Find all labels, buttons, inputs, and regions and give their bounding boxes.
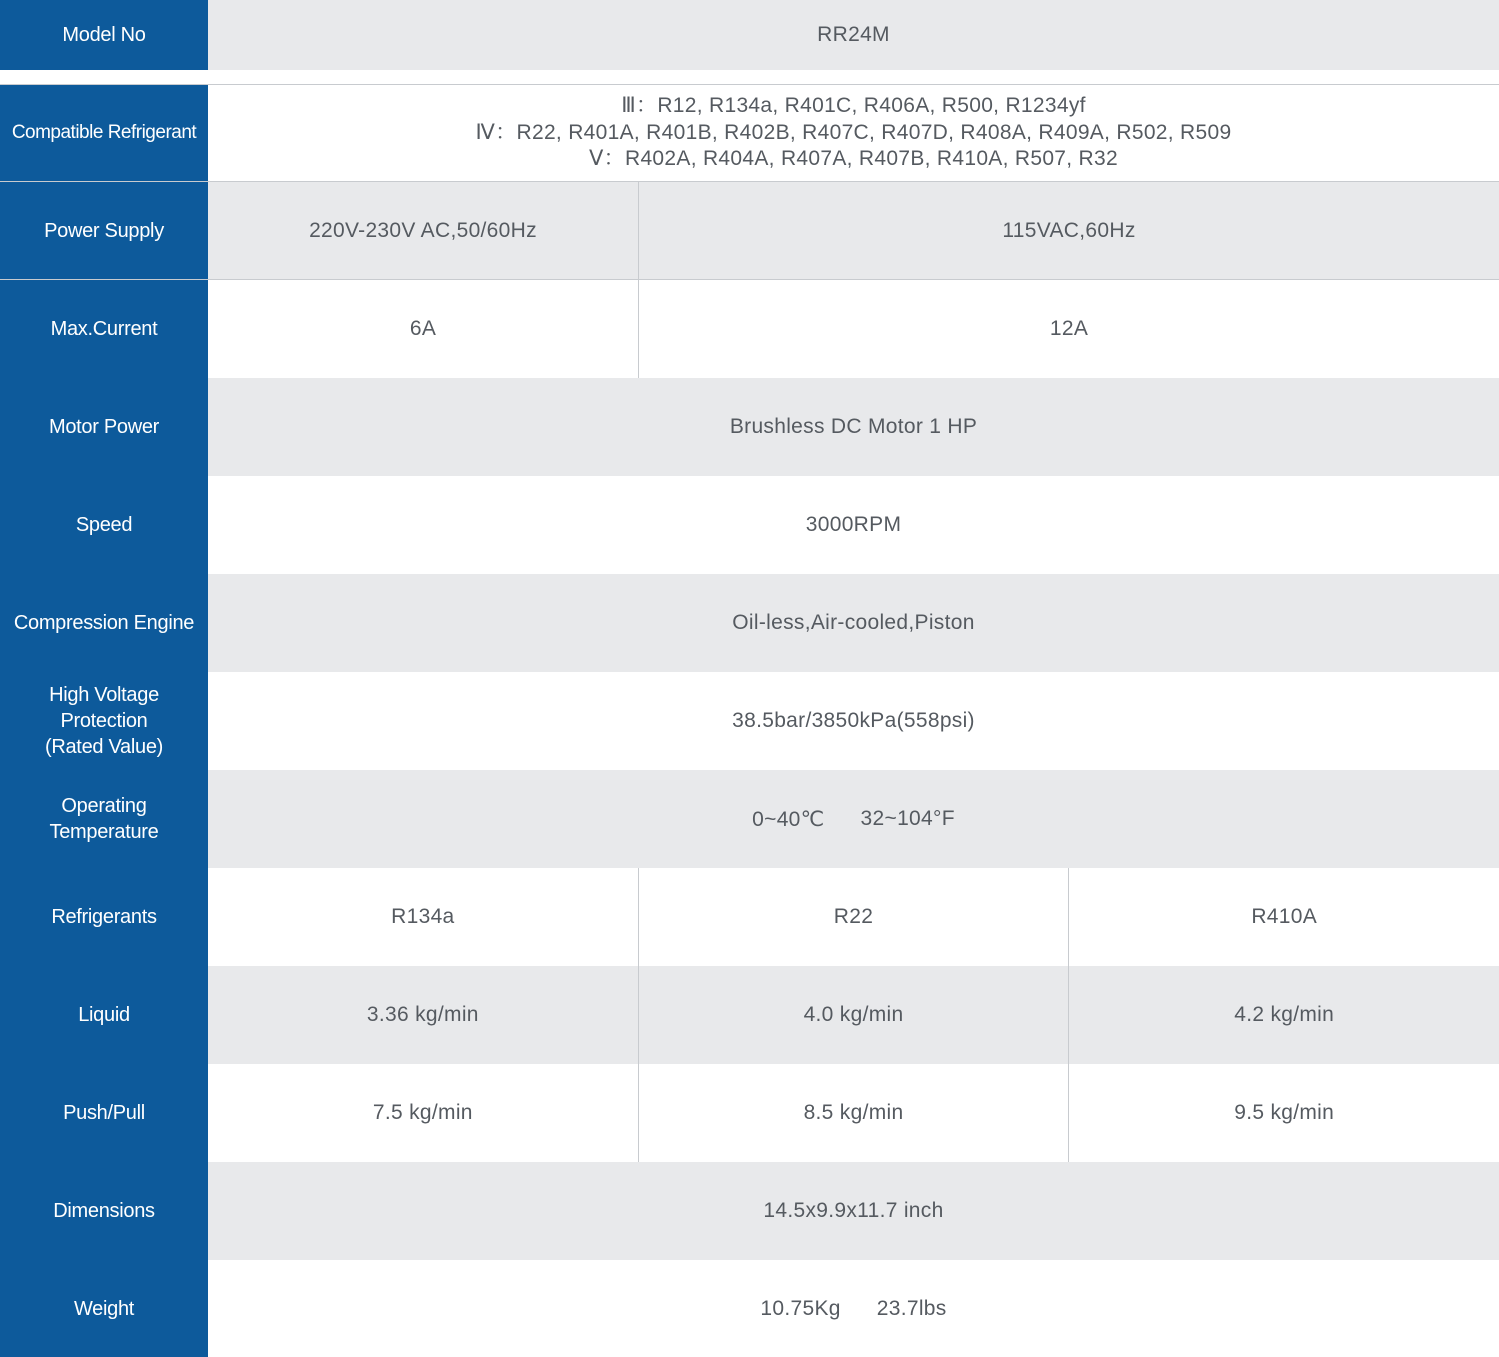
push-pull-rate: 8.5 kg/min: [638, 1064, 1069, 1162]
refrigerant-class-iii: Ⅲ：R12, R134a, R401C, R406A, R500, R1234yf: [621, 94, 1086, 118]
high-voltage-protection-value: 38.5bar/3850kPa(558psi): [732, 709, 975, 732]
row-liquid: [0, 966, 1499, 1065]
weight-kg: 10.75Kg: [760, 1296, 841, 1320]
speed-value: 3000RPM: [805, 513, 902, 536]
row-model-no: [0, 0, 1499, 70]
refrigerant-class-v: Ⅴ：R402A, R404A, R407A, R407B, R410A, R507, R32: [589, 147, 1118, 171]
row-label: Dimensions: [0, 1162, 208, 1260]
refrigerant-type: R410A: [1068, 868, 1499, 966]
motor-power-value: Brushless DC Motor 1 HP: [729, 415, 978, 438]
row-label: Power Supply: [0, 182, 208, 279]
row-label: Weight: [0, 1260, 208, 1357]
compression-engine-value: Oil-less,Air-cooled,Piston: [732, 611, 975, 634]
power-supply-value: 220V-230V AC,50/60Hz: [309, 218, 537, 242]
max-current-value: 6A: [409, 317, 437, 340]
row-label: Operating Temperature: [0, 770, 208, 868]
max-current-value: 12A: [638, 280, 1499, 378]
row-max-current: [0, 280, 1499, 379]
row-high-voltage-protection: [0, 672, 1499, 771]
row-label: Compatible Refrigerant: [0, 85, 208, 181]
temperature-celsius: 0~40℃: [752, 807, 825, 831]
row-push-pull: [0, 1064, 1499, 1163]
row-label: Liquid: [0, 966, 208, 1064]
row-motor-power: [0, 378, 1499, 477]
row-dimensions: [0, 1162, 1499, 1261]
temperature-fahrenheit: 32~104°F: [860, 807, 955, 830]
liquid-rate: 4.2 kg/min: [1068, 966, 1499, 1064]
row-compression-engine: [0, 574, 1499, 673]
row-operating-temperature: [0, 770, 1499, 869]
row-label: Speed: [0, 476, 208, 574]
row-label: Model No: [0, 0, 208, 70]
row-refrigerants: [0, 868, 1499, 967]
push-pull-rate: 7.5 kg/min: [372, 1101, 473, 1124]
row-label: Compression Engine: [0, 574, 208, 672]
liquid-rate: 4.0 kg/min: [638, 966, 1069, 1064]
liquid-rate: 3.36 kg/min: [366, 1003, 479, 1026]
row-label: Motor Power: [0, 378, 208, 476]
row-label: Max.Current: [0, 280, 208, 378]
refrigerant-type: R134a: [391, 905, 455, 928]
row-weight: [0, 1260, 1499, 1357]
weight-lbs: 23.7lbs: [876, 1296, 947, 1320]
refrigerant-class-iv: Ⅳ：R22, R401A, R401B, R402B, R407C, R407D, R408A, R409A, R502, R509: [475, 120, 1232, 144]
operating-temperature-value: [208, 770, 1499, 868]
row-label: Refrigerants: [0, 868, 208, 966]
push-pull-rate: 9.5 kg/min: [1068, 1064, 1499, 1162]
refrigerant-type: R22: [638, 868, 1069, 966]
row-power-supply: [0, 181, 1499, 280]
dimensions-value: 14.5x9.9x11.7 inch: [763, 1199, 944, 1222]
compatible-refrigerant-value: [208, 85, 1499, 181]
row-label: High Voltage Protection (Rated Value): [0, 672, 208, 770]
row-compatible-refrigerant: [0, 84, 1499, 181]
model-value: RR24M: [817, 23, 890, 46]
row-label: Push/Pull: [0, 1064, 208, 1162]
power-supply-value: 115VAC,60Hz: [638, 182, 1499, 279]
weight-value: [208, 1260, 1499, 1357]
row-speed: [0, 476, 1499, 575]
